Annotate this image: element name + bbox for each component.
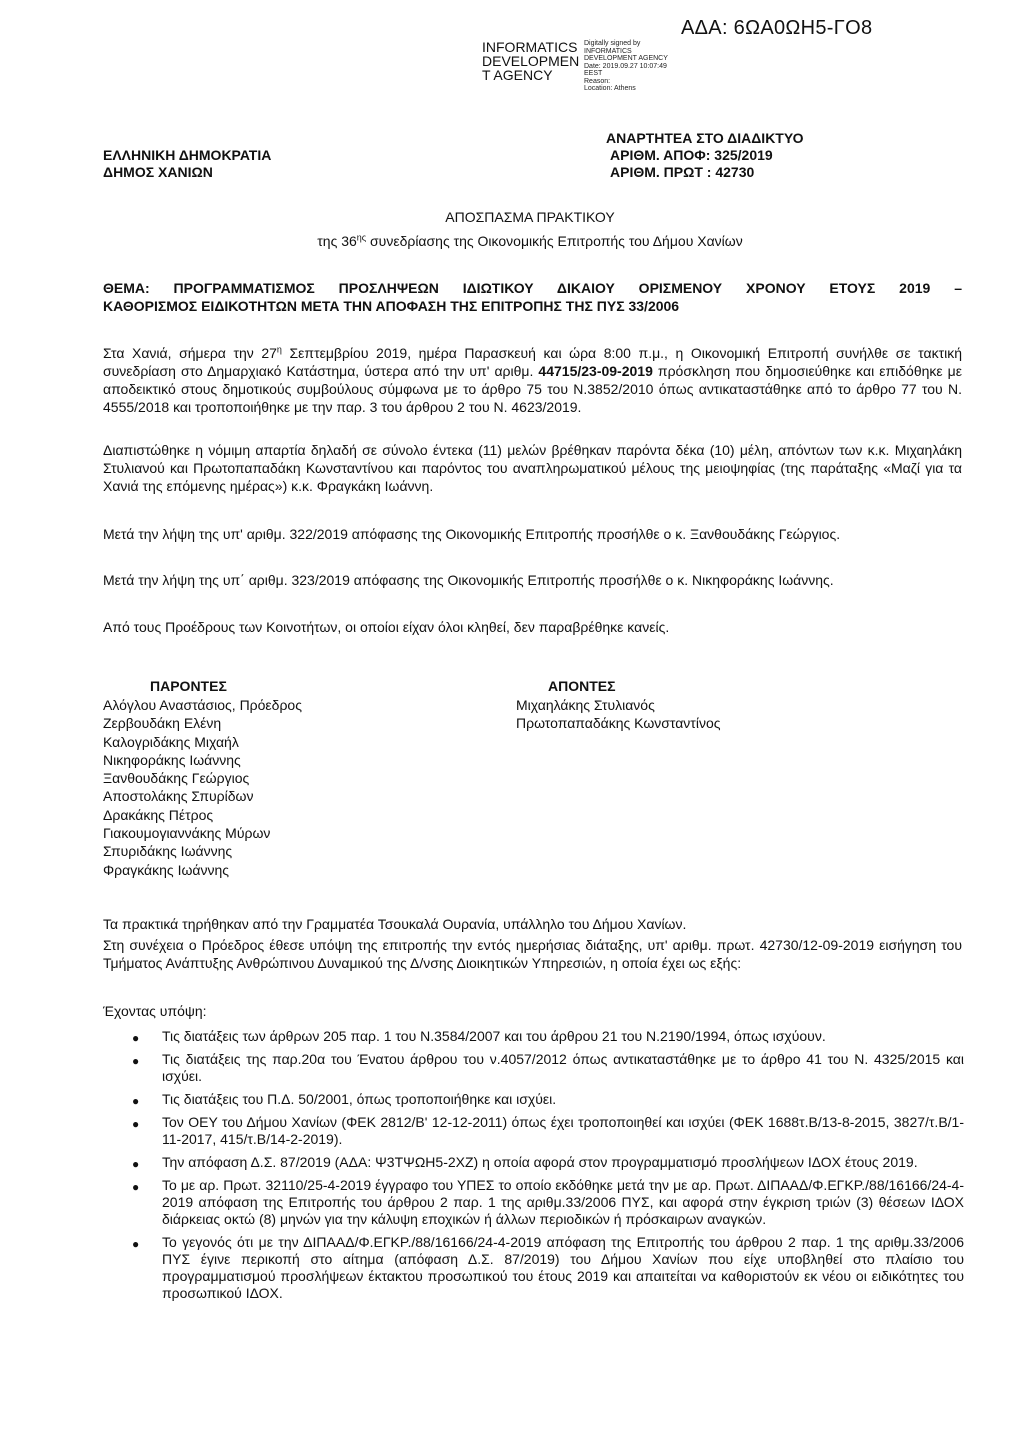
signature-meta-line: Location: Athens	[584, 85, 636, 92]
ada-code: ΑΔΑ: 6ΩΑ0ΩΗ5-ΓΟ8	[681, 17, 873, 39]
list-item: Σπυριδάκης Ιωάννης	[103, 843, 233, 860]
paragraph-arrival-1: Μετά την λήψη της υπ' αριθμ. 322/2019 απόφασης της Οικονομικής Επιτροπής προσήλθε ο κ. Ξανθουδάκης Γεώργιος.	[103, 526, 841, 542]
list-item: Γιακουμογιαννάκης Μύρων	[103, 825, 271, 842]
subject	[103, 279, 962, 315]
issuer-line: ΕΛΛΗΝΙΚΗ ΔΗΜΟΚΡΑΤΙΑ	[103, 147, 272, 163]
absent-title: ΑΠΟΝΤΕΣ	[548, 678, 616, 694]
bullet-text: Τις διατάξεις του Π.Δ. 50/2001, όπως τροποποιήθηκε και ισχύει.	[162, 1091, 557, 1107]
list-item: Δρακάκης Πέτρος	[103, 806, 214, 823]
bullet-text: Τις διατάξεις της παρ.20α του Ένατου άρθρου του ν.4057/2012 όπως αντικαταστάθηκε με το άρθρο 41 του Ν. 4325/2015 και ισχύει.	[162, 1051, 964, 1084]
decision-line: ΑΡΙΘΜ. ΑΠΟΦ: 325/2019	[610, 147, 773, 163]
present-list	[103, 696, 302, 879]
signature-meta	[584, 40, 668, 93]
bullet-icon: ●	[132, 1094, 140, 1108]
document-title: ΑΠΟΣΠΑΣΜΑ ΠΡΑΚΤΙΚΟΥ	[445, 209, 615, 225]
list-item	[130, 1051, 964, 1085]
session-text: συνεδρίασης της Οικονομικής Επιτροπής του Δήμου Χανίων	[366, 233, 743, 249]
session-line	[0, 233, 1024, 249]
decision-header	[606, 130, 804, 181]
signature-name-line: T AGENCY	[482, 67, 553, 83]
list-item: Ζερβουδάκη Ελένη	[103, 715, 222, 732]
list-item: Ξανθουδάκης Γεώργιος	[103, 770, 250, 787]
paragraph-minutes: Τα πρακτικά τηρήθηκαν από την Γραμματέα Τσουκαλά Ουρανία, υπάλληλο του Δήμου Χανίων.	[103, 916, 687, 932]
signature-name-line: DEVELOPMEN	[482, 53, 580, 69]
signature-meta-line: Date: 2019.09.27 10:07:49	[584, 62, 667, 70]
paragraph-considering: Έχοντας υπόψη:	[103, 1003, 207, 1019]
bullet-icon: ●	[132, 1157, 140, 1171]
present-title: ΠΑΡΟΝΤΕΣ	[150, 678, 227, 694]
paragraph-arrival-2: Μετά την λήψη της υπ΄ αριθμ. 323/2019 απόφασης της Οικονομικής Επιτροπής προσήλθε ο κ. Νικηφοράκης Ιωάννης.	[103, 572, 834, 588]
list-item	[130, 1091, 964, 1108]
signature-meta-line: EEST	[584, 70, 603, 77]
signature-meta-line: DEVELOPMENT AGENCY	[584, 55, 668, 62]
text: πρόσκληση που δημοσιεύθηκε και επιδόθηκε με αποδεικτικό στους δημοτικούς συμβούλους σύμφωνα με το άρθρο 75 του Ν.3852/2010 όπως αντικαταστάθηκε από το άρθρο 77 του Ν. 4555/2018 και τροποποιήθηκε με την παρ. 3 του άρθρου 2 του Ν. 4623/2019.	[103, 363, 962, 415]
session-text: της 36	[317, 233, 357, 249]
list-item	[130, 1028, 964, 1045]
bullet-text: Τον ΟΕΥ του Δήμου Χανίων (ΦΕΚ 2812/Β' 12-12-2011) όπως έχει τροποποιηθεί και ισχύει (ΦΕΚ 1688τ.Β/13-8-2015, 3827/τ.Β/1-11-2017, 415/τ.Β/14-2-2019).	[162, 1114, 964, 1147]
session-sup: ης	[356, 232, 367, 243]
bullet-icon: ●	[132, 1237, 140, 1251]
bullet-icon: ●	[132, 1031, 140, 1045]
absent-list	[516, 696, 720, 733]
list-item: Μιχαηλάκης Στυλιανός	[516, 697, 655, 713]
bullet-text: Την απόφαση Δ.Σ. 87/2019 (ΑΔΑ: Ψ3ΤΨΩΗ5-2ΧΖ) η οποία αφορά στον προγραμματισμό προσλήψεων ΙΔΟΧ έτους 2019.	[162, 1154, 918, 1170]
signature-name	[482, 40, 582, 82]
decision-line: ΑΝΑΡΤΗΤΕΑ ΣΤΟ ΔΙΑΔΙΚΤΥΟ	[606, 130, 804, 146]
signature-meta-line: Reason:	[584, 77, 611, 85]
bullet-text: Το γεγονός ότι με την ΔΙΠΑΑΔ/Φ.ΕΓΚΡ./88/16166/24-4-2019 απόφαση της Επιτροπής του άρθρου 2 παρ. 1 της αριθμ.33/2006 ΠΥΣ έγινε περικοπή στο αίτημα (απόφαση Δ.Σ. 87/2019) του Δήμου Χανίων που είχε υποβληθεί στο πλαίσιο του προγραμματισμού προσλήψεων έκτακτου προσωπικού του έτους 2019 και απαιτείται να καθοριστούν εκ νέου οι ειδικότητες του προσωπικού ΙΔΟΧ.	[162, 1234, 964, 1301]
list-item: Νικηφοράκης Ιωάννης	[103, 751, 241, 768]
sup: η	[276, 344, 282, 355]
issuer-line: ΔΗΜΟΣ ΧΑΝΙΩΝ	[103, 164, 213, 180]
bullet-icon: ●	[132, 1117, 140, 1131]
text: Σεπτεμβρίου 2019, ημέρα Παρασκευή και ώρα 8:00 π.μ., η Οικονομική Επιτροπή συνήλθε σε τακτική συνεδρίαση στο Δημαρχιακό Κατάστημα, ύστερα από την υπ' αριθμ.	[103, 345, 962, 379]
paragraph-introduction: Στη συνέχεια ο Πρόεδρος έθεσε υπόψη της επιτροπής την εντός ημερήσιας διάταξης, υπ' αριθμ. πρωτ. 42730/12-09-2019 εισήγηση του Τμήματος Ανάπτυξης Ανθρώπινου Δυναμικού της Δ/νσης Διοικητικών Υπηρεσιών, η οποία έχει ως εξής:	[103, 937, 962, 971]
list-item	[130, 1154, 964, 1171]
list-item: Φραγκάκης Ιωάννης	[103, 861, 230, 878]
bullet-text: Το με αρ. Πρωτ. 32110/25-4-2019 έγγραφο του ΥΠΕΣ το οποίο εκδόθηκε μετά την με αρ. Πρωτ. ΔΙΠΑΑΔ/Φ.ΕΓΚΡ./88/16166/24-4-2019 απόφαση της Επιτροπής του άρθρου 2 παρ. 1 της αριθμ.33/2006 ΠΥΣ, και αφορά στην έγκριση τριών (3) θέσεων ΙΔΟΧ διάρκειας οκτώ (8) μηνών για την κάλυψη εποχικών ή άλλων περιοδικών ή πρόσκαιρων αναγκών.	[162, 1177, 964, 1227]
list-item: Καλογριδάκης Μιχαήλ	[103, 733, 239, 750]
subject-line: ΘΕΜΑ: ΠΡΟΓΡΑΜΜΑΤΙΣΜΟΣ ΠΡΟΣΛΗΨΕΩΝ ΙΔΙΩΤΙΚΟΥ ΔΙΚΑΙΟΥ ΟΡΙΣΜΕΝΟΥ ΧΡΟΝΟΥ ΕΤΟΥΣ 2019 –	[103, 280, 962, 296]
text: Στα Χανιά, σήμερα την 27	[103, 345, 277, 361]
signature-meta-line: Digitally signed by	[584, 40, 641, 47]
considerations-list	[130, 1028, 964, 1308]
paragraph-meeting	[103, 344, 962, 416]
list-item	[130, 1114, 964, 1148]
issuer-header	[103, 147, 271, 181]
invitation-number: 44715/23-09-2019	[538, 363, 653, 379]
decision-line: ΑΡΙΘΜ. ΠΡΩΤ : 42730	[610, 164, 755, 180]
subject-line: ΚΑΘΟΡΙΣΜΟΣ ΕΙΔΙΚΟΤΗΤΩΝ ΜΕΤΑ ΤΗΝ ΑΠΟΦΑΣΗ ΤΗΣ ΕΠΙΤΡΟΠΗΣ ΤΗΣ ΠΥΣ 33/2006	[103, 298, 680, 314]
bullet-text: Τις διατάξεις των άρθρων 205 παρ. 1 του Ν.3584/2007 και του άρθρου 21 του Ν.2190/1994, όπως ισχύουν.	[162, 1028, 826, 1044]
bullet-icon: ●	[132, 1054, 140, 1068]
bullet-icon: ●	[132, 1180, 140, 1194]
list-item: Αλόγλου Αναστάσιος, Πρόεδρος	[103, 697, 302, 713]
list-item: Αποστολάκης Σπυρίδων	[103, 788, 254, 805]
list-item	[130, 1234, 964, 1302]
paragraph-presidents: Από τους Προέδρους των Κοινοτήτων, οι οποίοι είχαν όλοι κληθεί, δεν παραβρέθηκε κανείς.	[103, 619, 670, 635]
signature-meta-line: INFORMATICS	[584, 47, 632, 55]
list-item	[130, 1177, 964, 1228]
signature-name-line: INFORMATICS	[482, 39, 578, 55]
paragraph-quorum: Διαπιστώθηκε η νόμιμη απαρτία δηλαδή σε σύνολο έντεκα (11) μελών βρέθηκαν παρόντα δέκα (10) μέλη, απόντων των κ.κ. Μιχαηλάκη Στυλιανού και Πρωτοπαπαδάκη Κωνσταντίνου και παρόντος του αναπληρωματικού μέλους της μειοψηφίας (της παράταξης «Μαζί για τα Χανιά της επόμενης ημέρας») κ.κ. Φραγκάκη Ιωάννη.	[103, 442, 962, 494]
list-item: Πρωτοπαπαδάκης Κωνσταντίνος	[516, 715, 721, 732]
